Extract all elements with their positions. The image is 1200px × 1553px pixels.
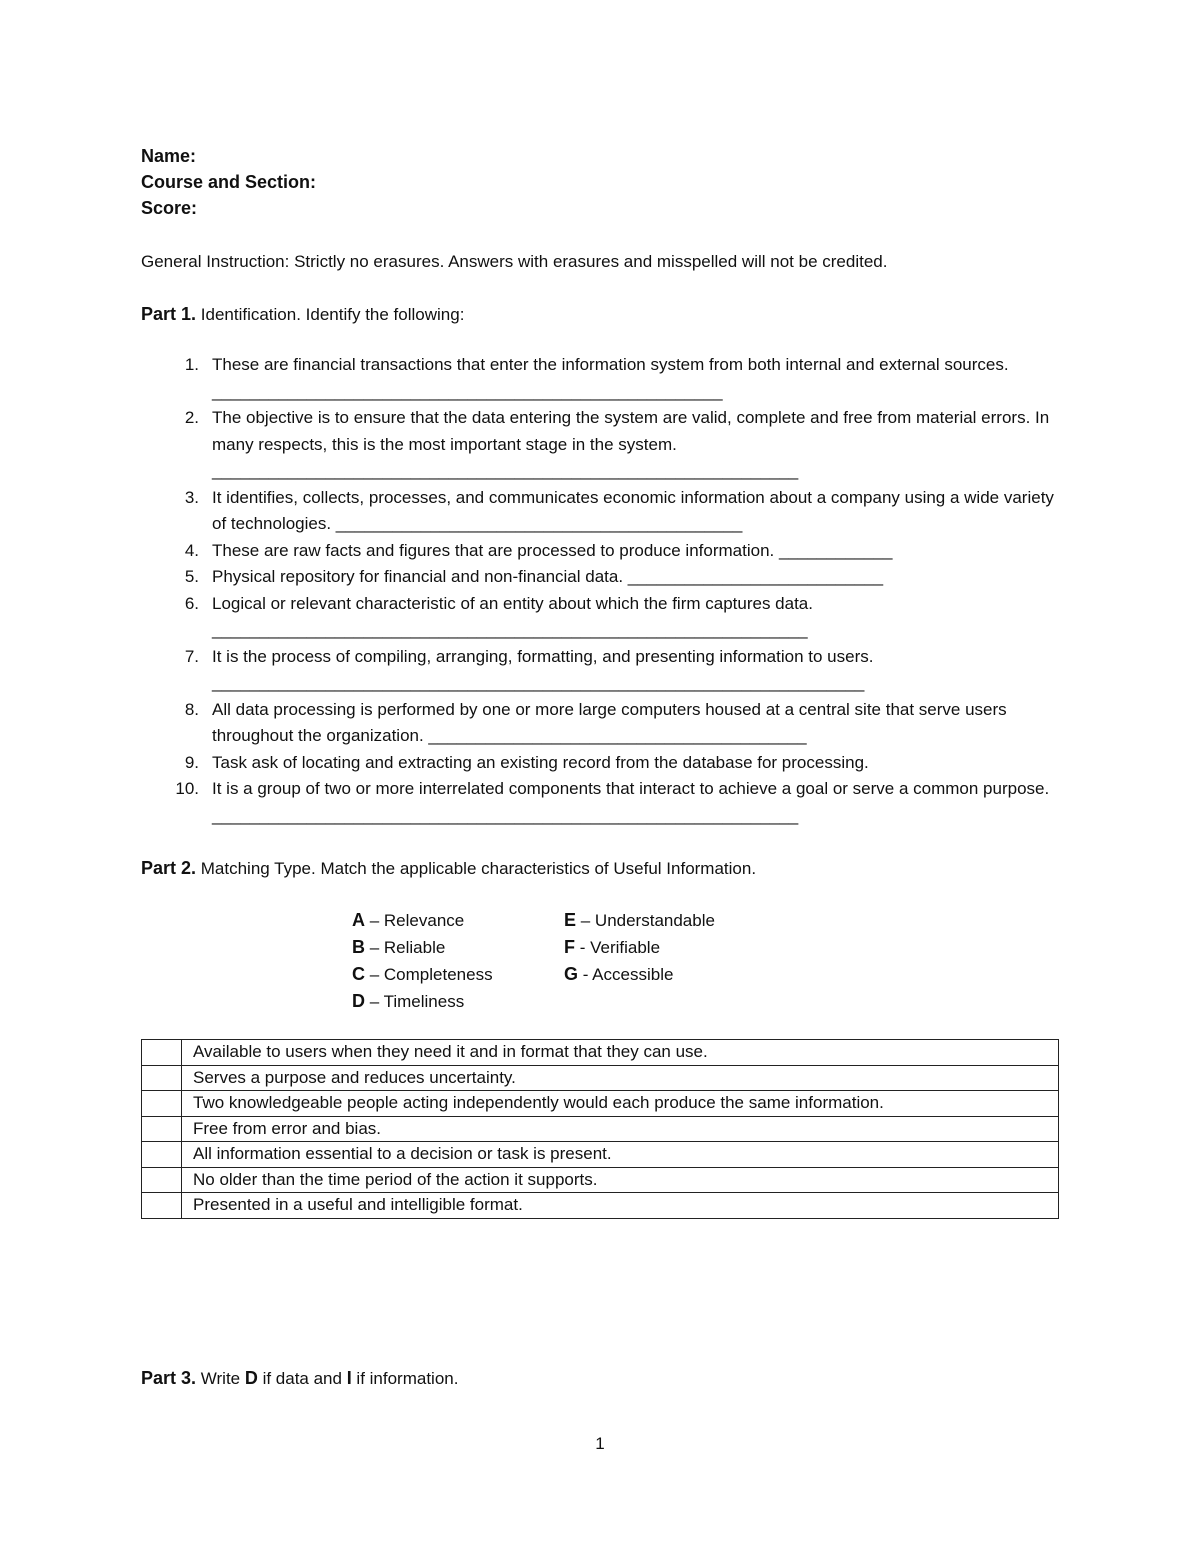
answer-cell[interactable] bbox=[142, 1142, 182, 1168]
part2-heading bbox=[141, 855, 756, 882]
item-number: 7. bbox=[184, 646, 199, 666]
item-number: 5. bbox=[184, 567, 199, 586]
description-cell: Presented in a useful and intelligible format. bbox=[182, 1193, 1059, 1219]
table-row bbox=[142, 1167, 1059, 1193]
table-row bbox=[142, 1142, 1059, 1168]
general-instruction: General Instruction: Strictly no erasures. Answers with erasures and misspelled will not be credited. bbox=[141, 252, 888, 271]
item-text: Logical or relevant characteristic of an entity about which the firm captures data. _______________________________________________________________ bbox=[212, 593, 813, 639]
answer-cell[interactable] bbox=[142, 1040, 182, 1066]
table-row bbox=[142, 1065, 1059, 1091]
list-item bbox=[141, 644, 1061, 697]
choice-key: C bbox=[352, 964, 365, 984]
choice-key: D bbox=[352, 991, 365, 1011]
item-text: These are financial transactions that enter the information system from both internal and external sources. ______________________________________________________ bbox=[212, 355, 1009, 401]
item-number: 9. bbox=[184, 752, 199, 772]
item-text: Task ask of locating and extracting an existing record from the database for processing. bbox=[212, 752, 869, 772]
description-cell: Free from error and bias. bbox=[182, 1116, 1059, 1142]
choice-text: – Relevance bbox=[365, 911, 465, 930]
choices-left-column bbox=[352, 907, 493, 1015]
choice-text: - Verifiable bbox=[575, 938, 661, 957]
table-row bbox=[142, 1193, 1059, 1219]
item-number: 3. bbox=[184, 487, 199, 507]
part1-title: Identification. Identify the following: bbox=[200, 305, 465, 324]
choice-a bbox=[352, 907, 493, 934]
choice-text: – Completeness bbox=[365, 965, 493, 984]
item-number: 6. bbox=[184, 593, 199, 613]
table-row bbox=[142, 1116, 1059, 1142]
list-item bbox=[141, 776, 1061, 829]
item-text: All data processing is performed by one or more large computers housed at a central site that serve users throughout the organization. ________________________________________ bbox=[212, 699, 1007, 745]
item-text: The objective is to ensure that the data entering the system are valid, complete and free from material errors. In many respects, this is the most important stage in the system. ______________________________________________________________ bbox=[212, 408, 1050, 480]
item-number: 8. bbox=[184, 699, 199, 719]
choice-key: F bbox=[564, 937, 575, 957]
description-cell: Available to users when they need it and in format that they can use. bbox=[182, 1040, 1059, 1066]
part3-text-post: if information. bbox=[351, 1369, 459, 1388]
item-text: These are raw facts and figures that are processed to produce information. ____________ bbox=[212, 540, 893, 560]
part3-text-pre: Write bbox=[200, 1369, 245, 1388]
choices-right-column bbox=[564, 907, 715, 988]
table-row bbox=[142, 1091, 1059, 1117]
table-row bbox=[142, 1040, 1059, 1066]
part2-title: Matching Type. Match the applicable characteristics of Useful Information. bbox=[200, 859, 757, 878]
part1-heading bbox=[141, 301, 464, 328]
item-text: It identifies, collects, processes, and communicates economic information about a company using a wide variety of technologies. ___________________________________________ bbox=[212, 487, 1054, 533]
list-item bbox=[141, 485, 1061, 538]
page-number: 1 bbox=[595, 1434, 605, 1453]
item-number: 10. bbox=[175, 779, 199, 798]
description-cell: Two knowledgeable people acting independently would each produce the same information. bbox=[182, 1091, 1059, 1117]
item-number: 4. bbox=[184, 540, 199, 560]
list-item bbox=[141, 750, 1061, 777]
answer-cell[interactable] bbox=[142, 1193, 182, 1219]
choice-text: – Timeliness bbox=[365, 992, 465, 1011]
choice-b bbox=[352, 934, 493, 961]
description-cell: No older than the time period of the action it supports. bbox=[182, 1167, 1059, 1193]
item-text: Physical repository for financial and non-financial data. ___________________________ bbox=[212, 567, 884, 586]
part3-text-mid: if data and bbox=[257, 1369, 347, 1388]
part3-d: D bbox=[244, 1368, 258, 1388]
identification-list bbox=[141, 352, 1061, 829]
answer-cell[interactable] bbox=[142, 1091, 182, 1117]
matching-table bbox=[141, 1039, 1059, 1219]
description-cell: Serves a purpose and reduces uncertainty. bbox=[182, 1065, 1059, 1091]
list-item bbox=[141, 352, 1061, 405]
choice-e bbox=[564, 907, 715, 934]
item-text: It is a group of two or more interrelated components that interact to achieve a goal or serve a common purpose. ______________________________________________________________ bbox=[212, 779, 1050, 825]
choice-f bbox=[564, 934, 715, 961]
item-text: It is the process of compiling, arranging, formatting, and presenting information to users. _____________________________________________________________________ bbox=[212, 646, 874, 692]
answer-cell[interactable] bbox=[142, 1065, 182, 1091]
part2-label: Part 2. bbox=[141, 858, 197, 878]
part1-label: Part 1. bbox=[141, 304, 197, 324]
choice-key: B bbox=[352, 937, 365, 957]
score-label: Score: bbox=[141, 198, 198, 218]
list-item bbox=[141, 591, 1061, 644]
list-item bbox=[141, 405, 1061, 485]
list-item bbox=[141, 564, 1061, 591]
list-item bbox=[141, 697, 1061, 750]
answer-cell[interactable] bbox=[142, 1116, 182, 1142]
item-number: 2. bbox=[184, 408, 199, 427]
course-section-label: Course and Section: bbox=[141, 172, 317, 192]
choice-g bbox=[564, 961, 715, 988]
choice-c bbox=[352, 961, 493, 988]
choice-text: – Reliable bbox=[365, 938, 446, 957]
name-label: Name: bbox=[141, 146, 197, 166]
choice-key: G bbox=[564, 964, 579, 984]
list-item bbox=[141, 538, 1061, 565]
part3-i: I bbox=[346, 1368, 352, 1388]
choice-key: A bbox=[352, 910, 365, 930]
choice-text: - Accessible bbox=[578, 965, 674, 984]
choice-d bbox=[352, 988, 493, 1015]
choice-key: E bbox=[564, 910, 577, 930]
item-number: 1. bbox=[184, 355, 199, 374]
part3-heading bbox=[141, 1365, 458, 1392]
description-cell: All information essential to a decision or task is present. bbox=[182, 1142, 1059, 1168]
answer-cell[interactable] bbox=[142, 1167, 182, 1193]
part3-label: Part 3. bbox=[141, 1368, 197, 1388]
choice-text: – Understandable bbox=[576, 911, 715, 930]
